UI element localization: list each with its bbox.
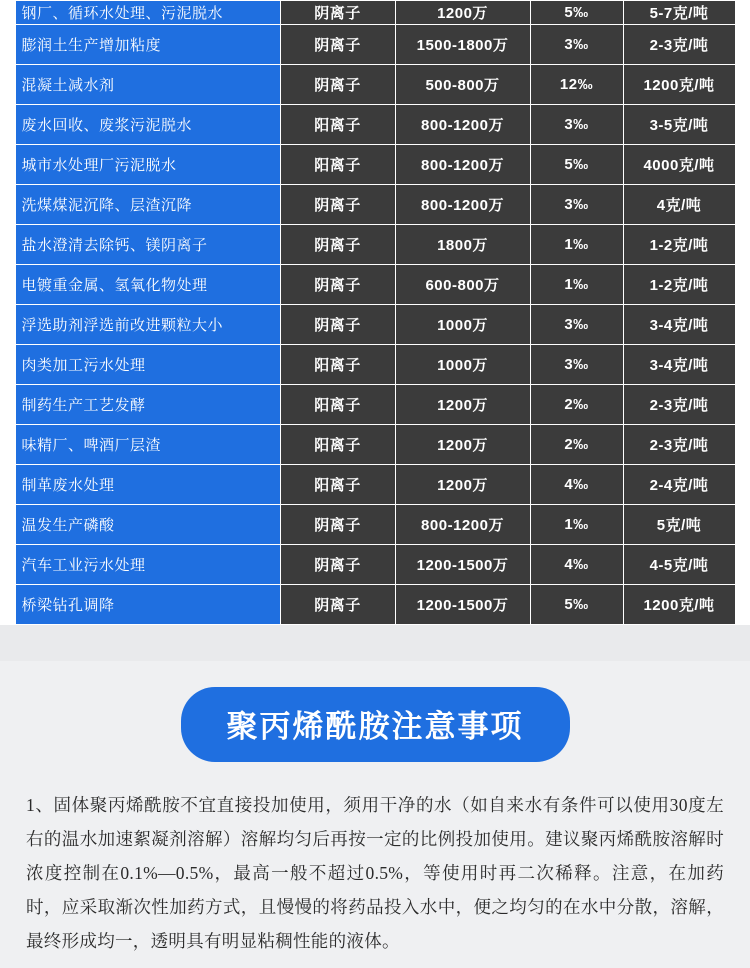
cell-dose: 4‰: [530, 465, 623, 505]
cell-amount: 2-3克/吨: [623, 25, 735, 65]
cell-amount: 3-4克/吨: [623, 305, 735, 345]
cell-molecular-weight: 1200万: [395, 465, 530, 505]
cell-use: 浮选助剂浮选前改进颗粒大小: [15, 305, 280, 345]
cell-molecular-weight: 1000万: [395, 305, 530, 345]
table-row: [15, 185, 735, 225]
cell-amount: 1200克/吨: [623, 65, 735, 105]
cell-dose: 2‰: [530, 425, 623, 465]
table-row: [15, 225, 735, 265]
cell-use: 桥梁钻孔调降: [15, 585, 280, 625]
table-row: [15, 505, 735, 545]
cell-molecular-weight: 1200万: [395, 385, 530, 425]
cell-use: 废水回收、废浆污泥脱水: [15, 105, 280, 145]
cell-amount: 5-7克/吨: [623, 1, 735, 25]
notice-heading-badge: 聚丙烯酰胺注意事项: [181, 687, 570, 762]
cell-amount: 2-4克/吨: [623, 465, 735, 505]
table-row: [15, 265, 735, 305]
cell-ion-type: 阴离子: [280, 1, 395, 25]
table-row: [15, 585, 735, 625]
cell-ion-type: 阳离子: [280, 345, 395, 385]
table-row: [15, 145, 735, 185]
cell-amount: 4克/吨: [623, 185, 735, 225]
cell-molecular-weight: 1200万: [395, 425, 530, 465]
cell-dose: 3‰: [530, 345, 623, 385]
cell-ion-type: 阳离子: [280, 425, 395, 465]
cell-amount: 1200克/吨: [623, 585, 735, 625]
cell-ion-type: 阴离子: [280, 25, 395, 65]
section-divider: [0, 625, 750, 661]
cell-ion-type: 阴离子: [280, 185, 395, 225]
cell-ion-type: 阳离子: [280, 105, 395, 145]
cell-use: 膨润土生产增加粘度: [15, 25, 280, 65]
cell-amount: 1-2克/吨: [623, 265, 735, 305]
cell-molecular-weight: 800-1200万: [395, 505, 530, 545]
cell-dose: 1‰: [530, 225, 623, 265]
cell-molecular-weight: 1200-1500万: [395, 585, 530, 625]
cell-use: 制药生产工艺发酵: [15, 385, 280, 425]
cell-dose: 12‰: [530, 65, 623, 105]
cell-dose: 5‰: [530, 585, 623, 625]
cell-amount: 4000克/吨: [623, 145, 735, 185]
cell-dose: 2‰: [530, 385, 623, 425]
cell-amount: 5克/吨: [623, 505, 735, 545]
notice-body: [0, 788, 750, 958]
cell-ion-type: 阳离子: [280, 385, 395, 425]
table-row: [15, 105, 735, 145]
cell-dose: 3‰: [530, 25, 623, 65]
cell-use: 城市水处理厂污泥脱水: [15, 145, 280, 185]
cell-use: 温发生产磷酸: [15, 505, 280, 545]
cell-ion-type: 阴离子: [280, 505, 395, 545]
cell-dose: 4‰: [530, 545, 623, 585]
cell-dose: 3‰: [530, 105, 623, 145]
table-row: [15, 25, 735, 65]
cell-molecular-weight: 1800万: [395, 225, 530, 265]
cell-amount: 3-4克/吨: [623, 345, 735, 385]
cell-use: 肉类加工污水处理: [15, 345, 280, 385]
cell-use: 制革废水处理: [15, 465, 280, 505]
cell-molecular-weight: 1500-1800万: [395, 25, 530, 65]
cell-use: 电镀重金属、氢氧化物处理: [15, 265, 280, 305]
cell-ion-type: 阴离子: [280, 305, 395, 345]
table-row: [15, 545, 735, 585]
notice-heading-wrap: [0, 687, 750, 762]
cell-ion-type: 阳离子: [280, 145, 395, 185]
cell-use: 钢厂、循环水处理、污泥脱水: [15, 1, 280, 25]
cell-molecular-weight: 1200-1500万: [395, 545, 530, 585]
specification-table: [15, 0, 736, 625]
cell-amount: 2-3克/吨: [623, 385, 735, 425]
cell-ion-type: 阳离子: [280, 465, 395, 505]
cell-molecular-weight: 800-1200万: [395, 185, 530, 225]
cell-ion-type: 阴离子: [280, 585, 395, 625]
table-row: [15, 465, 735, 505]
cell-molecular-weight: 1200万: [395, 1, 530, 25]
cell-dose: 1‰: [530, 265, 623, 305]
cell-amount: 3-5克/吨: [623, 105, 735, 145]
cell-molecular-weight: 600-800万: [395, 265, 530, 305]
cell-molecular-weight: 1000万: [395, 345, 530, 385]
cell-molecular-weight: 800-1200万: [395, 105, 530, 145]
table-body: [15, 1, 735, 625]
cell-amount: 4-5克/吨: [623, 545, 735, 585]
cell-ion-type: 阴离子: [280, 65, 395, 105]
notice-paragraph-1: 1、固体聚丙烯酰胺不宜直接投加使用，须用干净的水（如自来水有条件可以使用30度左右的温水加速絮凝剂溶解）溶解均匀后再按一定的比例投加使用。建议聚丙烯酰胺溶解时浓度控制在0.1%—0.5%，最高一般不超过0.5%，等使用时再二次稀释。注意，在加药时，应采取渐次性加药方式，且慢慢的将药品投入水中，便之均匀的在水中分散，溶解，最终形成均一，透明具有明显粘稠性能的液体。: [26, 795, 724, 951]
cell-molecular-weight: 500-800万: [395, 65, 530, 105]
cell-amount: 2-3克/吨: [623, 425, 735, 465]
cell-dose: 5‰: [530, 145, 623, 185]
cell-dose: 5‰: [530, 1, 623, 25]
table-row: [15, 345, 735, 385]
table-row: [15, 305, 735, 345]
notice-section: [0, 661, 750, 968]
cell-use: 味精厂、啤酒厂层渣: [15, 425, 280, 465]
table-row: [15, 385, 735, 425]
cell-ion-type: 阴离子: [280, 265, 395, 305]
cell-molecular-weight: 800-1200万: [395, 145, 530, 185]
table-row: [15, 1, 735, 25]
table-row: [15, 65, 735, 105]
table-row: [15, 425, 735, 465]
cell-use: 混凝土减水剂: [15, 65, 280, 105]
cell-ion-type: 阴离子: [280, 545, 395, 585]
cell-ion-type: 阴离子: [280, 225, 395, 265]
cell-dose: 1‰: [530, 505, 623, 545]
cell-dose: 3‰: [530, 305, 623, 345]
cell-dose: 3‰: [530, 185, 623, 225]
cell-amount: 1-2克/吨: [623, 225, 735, 265]
cell-use: 汽车工业污水处理: [15, 545, 280, 585]
cell-use: 盐水澄清去除钙、镁阴离子: [15, 225, 280, 265]
cell-use: 洗煤煤泥沉降、层渣沉降: [15, 185, 280, 225]
